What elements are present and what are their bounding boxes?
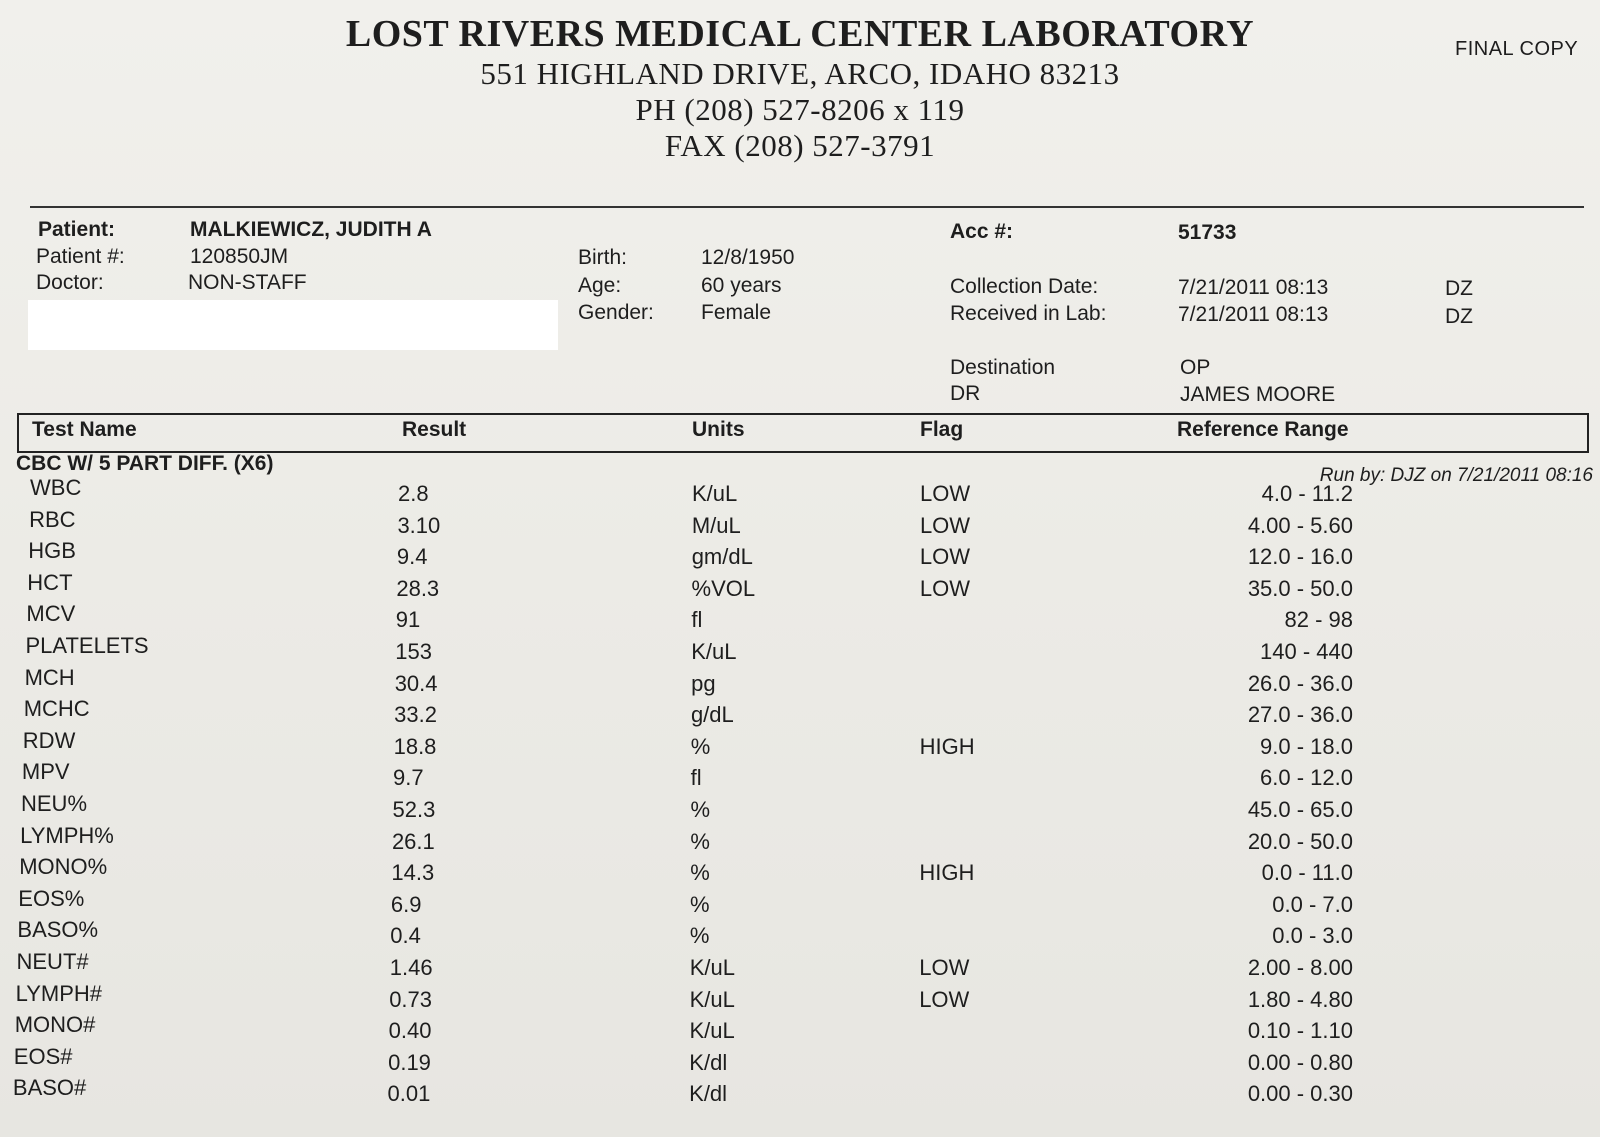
patient-name: MALKIEWICZ, JUDITH A: [190, 218, 432, 241]
result-cell: 26.1: [391, 828, 435, 854]
table-row: [0, 885, 1600, 920]
lab-name: LOST RIVERS MEDICAL CENTER LABORATORY: [345, 13, 1255, 55]
table-row: [0, 854, 1600, 888]
test-name-cell: PLATELETS: [25, 633, 149, 658]
units-cell: K/uL: [692, 481, 738, 506]
lab-phone: PH (208) 527-8206 x 119: [635, 92, 965, 127]
result-cell: 0.01: [387, 1081, 431, 1107]
reference-range-cell: 0.10 - 1.10: [1247, 1018, 1353, 1044]
age: 60 years: [701, 274, 782, 297]
table-row: [0, 696, 1600, 730]
collection-date-label: Collection Date:: [950, 275, 1099, 298]
header-flag: Flag: [920, 418, 964, 441]
units-cell: gm/dL: [691, 544, 753, 570]
table-row: [0, 569, 1600, 604]
result-cell: 0.40: [388, 1018, 432, 1044]
test-name-cell: EOS%: [18, 885, 85, 911]
test-panel-title: CBC W/ 5 PART DIFF. (X6): [16, 452, 274, 475]
flag-cell: LOW: [919, 512, 971, 538]
test-name-cell: WBC: [30, 475, 82, 500]
final-copy-label: FINAL COPY: [1455, 38, 1579, 60]
result-cell: 28.3: [396, 575, 440, 601]
table-row: [0, 791, 1600, 825]
result-cell: 18.8: [393, 733, 437, 759]
reference-range-cell: 1.80 - 4.80: [1247, 986, 1353, 1012]
table-header-box: [17, 413, 1589, 453]
gender-label: Gender:: [578, 301, 654, 324]
reference-range-cell: 0.00 - 0.30: [1247, 1081, 1353, 1107]
units-cell: pg: [691, 670, 716, 696]
reference-range-cell: 9.0 - 18.0: [1260, 733, 1353, 759]
units-cell: K/uL: [689, 986, 735, 1012]
test-name-cell: BASO#: [12, 1075, 87, 1101]
units-cell: K/uL: [691, 639, 737, 664]
gender: Female: [701, 301, 772, 324]
result-cell: 6.9: [390, 891, 422, 917]
flag-cell: LOW: [919, 544, 971, 570]
destination-label: Destination: [950, 356, 1056, 379]
reference-range-cell: 35.0 - 50.0: [1247, 575, 1353, 601]
result-cell: 0.73: [389, 986, 433, 1012]
result-cell: 0.4: [390, 923, 421, 949]
test-name-cell: MCV: [26, 601, 76, 627]
patient-name-label: Patient:: [38, 218, 116, 241]
units-cell: M/uL: [691, 512, 741, 538]
units-cell: fl: [690, 765, 702, 791]
collection-initials: DZ: [1445, 277, 1473, 300]
reference-range-cell: 0.0 - 11.0: [1261, 860, 1353, 886]
header-reference-range: Reference Range: [1177, 418, 1349, 441]
units-cell: K/dl: [689, 1049, 728, 1075]
reference-range-cell: 82 - 98: [1284, 607, 1353, 633]
flag-cell: LOW: [919, 986, 970, 1012]
flag-cell: LOW: [919, 575, 970, 601]
result-cell: 52.3: [392, 797, 436, 822]
flag-cell: HIGH: [919, 860, 975, 886]
test-name-cell: NEUT#: [16, 949, 89, 974]
table-row: [0, 727, 1600, 762]
table-row: [0, 759, 1600, 793]
units-cell: %: [690, 733, 711, 759]
reference-range-cell: 12.0 - 16.0: [1247, 544, 1353, 570]
reference-range-cell: 6.0 - 12.0: [1260, 765, 1353, 791]
flag-cell: HIGH: [919, 733, 975, 759]
result-cell: 1.46: [389, 955, 433, 980]
test-name-cell: HGB: [28, 538, 76, 564]
table-row: [0, 506, 1600, 541]
reference-range-cell: 0.0 - 7.0: [1272, 891, 1353, 917]
table-row: [0, 538, 1600, 572]
result-cell: 153: [395, 639, 432, 664]
doctor: NON-STAFF: [188, 271, 307, 294]
flag-cell: LOW: [919, 955, 970, 980]
units-cell: %: [690, 860, 710, 886]
table-row: [0, 1043, 1600, 1078]
test-name-cell: MCH: [24, 664, 75, 690]
result-cell: 2.8: [398, 481, 429, 506]
received-label: Received in Lab:: [950, 302, 1107, 325]
reference-range-cell: 140 - 440: [1260, 639, 1353, 664]
result-cell: 9.4: [396, 544, 428, 570]
table-row: [0, 822, 1600, 857]
units-cell: %: [690, 828, 710, 854]
dr-label: DR: [950, 382, 981, 405]
received-initials: DZ: [1445, 305, 1473, 328]
flag-cell: LOW: [920, 481, 971, 506]
units-cell: %VOL: [691, 575, 756, 601]
table-row: [0, 633, 1600, 667]
result-cell: 9.7: [393, 765, 424, 791]
reference-range-cell: 2.00 - 8.00: [1247, 955, 1353, 980]
units-cell: %: [690, 797, 711, 822]
redacted-area: [28, 300, 558, 350]
header-divider: [30, 206, 1584, 208]
table-row: [0, 1075, 1600, 1109]
collection-date: 7/21/2011 08:13: [1178, 276, 1329, 299]
test-name-cell: EOS#: [13, 1043, 73, 1069]
units-cell: %: [689, 923, 710, 949]
units-cell: K/dl: [689, 1081, 728, 1107]
reference-range-cell: 20.0 - 50.0: [1247, 828, 1353, 854]
table-row: [0, 917, 1600, 951]
units-cell: %: [690, 891, 710, 917]
result-cell: 91: [395, 607, 421, 633]
patient-number-label: Patient #:: [36, 245, 125, 268]
age-label: Age:: [578, 274, 622, 297]
received-date: 7/21/2011 08:13: [1178, 303, 1329, 326]
table-row: [0, 664, 1600, 699]
table-row: [0, 980, 1600, 1015]
lab-address: 551 HIGHLAND DRIVE, ARCO, IDAHO 83213: [480, 56, 1120, 91]
acc-label: Acc #:: [950, 220, 1014, 243]
test-name-cell: BASO%: [17, 917, 99, 943]
reference-range-cell: 45.0 - 65.0: [1247, 797, 1353, 822]
result-cell: 30.4: [394, 670, 438, 696]
result-cell: 3.10: [397, 512, 441, 538]
doctor-label: Doctor:: [36, 271, 104, 294]
test-name-cell: NEU%: [21, 791, 88, 816]
test-name-cell: MCHC: [23, 696, 90, 722]
birth-date: 12/8/1950: [701, 246, 795, 269]
patient-number: 120850JM: [190, 245, 289, 268]
reference-range-cell: 4.0 - 11.2: [1261, 481, 1353, 506]
reference-range-cell: 26.0 - 36.0: [1247, 670, 1353, 696]
units-cell: K/uL: [689, 955, 736, 980]
test-name-cell: RBC: [29, 506, 76, 532]
birth-label: Birth:: [578, 246, 628, 269]
acc-number: 51733: [1178, 221, 1237, 244]
test-name-cell: LYMPH#: [15, 980, 102, 1006]
units-cell: K/uL: [689, 1018, 735, 1044]
table-row: [0, 949, 1600, 983]
test-name-cell: RDW: [22, 727, 76, 753]
test-name-cell: LYMPH%: [20, 822, 114, 848]
header-units: Units: [692, 418, 745, 441]
lab-fax: FAX (208) 527-3791: [664, 128, 936, 163]
header-result: Result: [402, 418, 467, 441]
table-row: [0, 601, 1600, 635]
destination: OP: [1180, 356, 1211, 379]
reference-range-cell: 4.00 - 5.60: [1247, 512, 1353, 538]
dr-name: JAMES MOORE: [1180, 383, 1336, 406]
result-cell: 33.2: [394, 702, 437, 728]
result-cell: 0.19: [388, 1049, 431, 1075]
run-by-note: Run by: DJZ on 7/21/2011 08:16: [1319, 465, 1593, 486]
table-row: [0, 1012, 1600, 1046]
reference-range-cell: 0.00 - 0.80: [1247, 1049, 1353, 1075]
reference-range-cell: 0.0 - 3.0: [1272, 923, 1353, 949]
units-cell: g/dL: [690, 702, 734, 728]
test-name-cell: MONO#: [14, 1012, 96, 1038]
test-name-cell: MONO%: [19, 854, 108, 880]
test-name-cell: MPV: [21, 759, 70, 785]
reference-range-cell: 27.0 - 36.0: [1247, 702, 1353, 728]
header-test-name: Test Name: [32, 418, 137, 441]
units-cell: fl: [691, 607, 703, 633]
result-cell: 14.3: [391, 860, 435, 886]
test-name-cell: HCT: [27, 569, 73, 595]
